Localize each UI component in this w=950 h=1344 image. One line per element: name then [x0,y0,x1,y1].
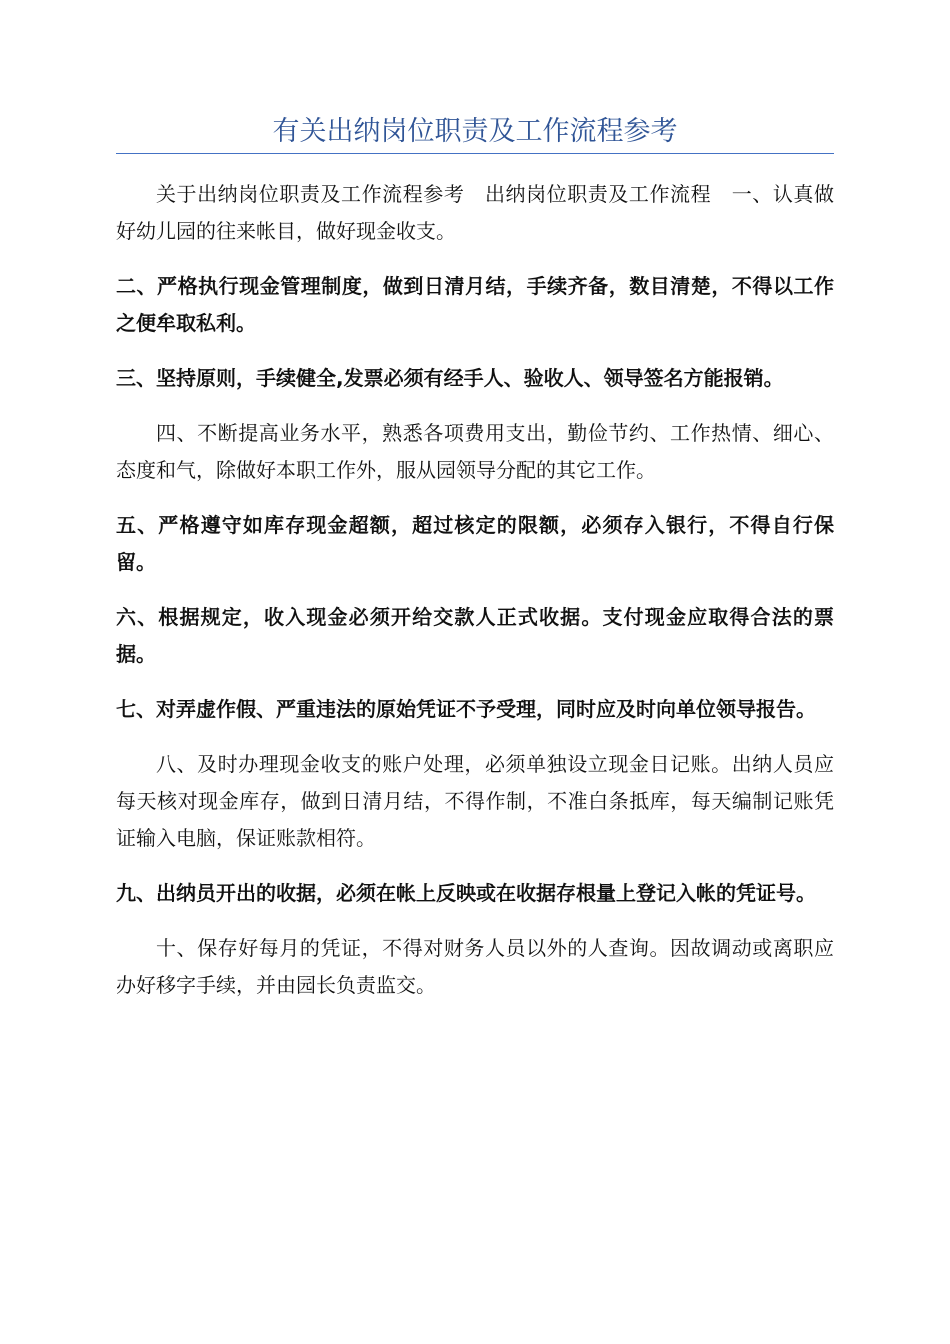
title-underline [116,153,834,154]
paragraph-9: 九、出纳员开出的收据，必须在帐上反映或在收据存根量上登记入帐的凭证号。 [116,881,816,905]
paragraph-3: 三、坚持原则，手续健全,发票必须有经手人、验收人、领导签名方能报销。 [116,366,784,390]
paragraph-8: 八、及时办理现金收支的账户处理，必须单独设立现金日记账。出纳人员应每天核对现金库存，做到日清月结，不得作制，不准白条抵库，每天编制记账凭证输入电脑，保证账款相符。 [116,752,834,850]
paragraph-2: 二、严格执行现金管理制度，做到日清月结，手续齐备，数目清楚，不得以工作之便牟取私利。 [116,274,834,335]
paragraph-7: 七、对弄虚作假、严重违法的原始凭证不予受理，同时应及时向单位领导报告。 [116,697,816,721]
page-title: 有关出纳岗位职责及工作流程参考 [272,116,678,147]
paragraph-5: 五、严格遵守如库存现金超额，超过核定的限额，必须存入银行，不得自行保留。 [116,513,834,574]
document-body [116,176,834,1022]
paragraph-1: 关于出纳岗位职责及工作流程参考 出纳岗位职责及工作流程 一、认真做好幼儿园的往来帐目，做好现金收支。 [116,182,834,243]
paragraph-10: 十、保存好每月的凭证，不得对财务人员以外的人查询。因故调动或离职应办好移字手续，并由园长负责监交。 [116,936,834,997]
paragraph-4: 四、不断提高业务水平，熟悉各项费用支出，勤俭节约、工作热情、细心、态度和气，除做好本职工作外，服从园领导分配的其它工作。 [116,421,834,482]
paragraph-6: 六、根据规定，收入现金必须开给交款人正式收据。支付现金应取得合法的票据。 [116,605,834,666]
